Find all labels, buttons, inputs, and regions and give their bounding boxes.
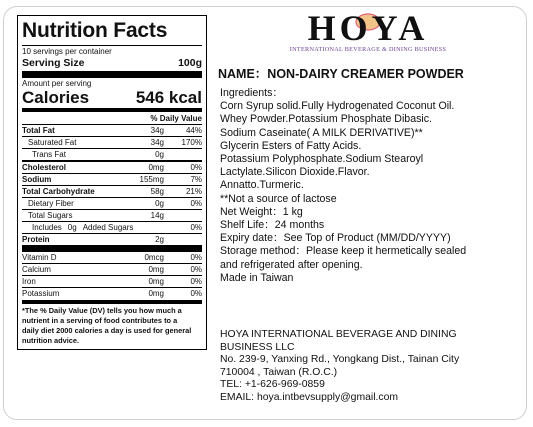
amount-per-serving: Amount per serving	[22, 79, 92, 88]
lactose-note: **Not a source of lactose	[220, 192, 337, 205]
daily-value-header: % Daily Value	[150, 114, 202, 123]
origin: Made in Taiwan	[220, 271, 294, 284]
nutrient-row-potassium: Potassium 0mg 0%	[22, 289, 202, 298]
nutrient-row-dietary-fiber: Dietary Fiber 0g 0%	[22, 197, 202, 209]
expiry-date: Expiry date：See Top of Product (MM/DD/YYYY)	[220, 232, 451, 245]
ingredients-line: Potassium Polyphosphate.Sodium Stearoyl	[220, 153, 424, 166]
nutrient-row-iron: Iron 0mg 0%	[22, 277, 202, 286]
product-details	[220, 87, 520, 285]
calories-value: 546 kcal	[135, 88, 202, 107]
logo-subtitle: INTERNATIONAL BEVERAGE & DINING BUSINESS	[289, 46, 447, 53]
nutrition-title: Nutrition Facts	[22, 19, 168, 42]
nutrient-row-total-sugars: Total Sugars 14g	[22, 209, 202, 221]
serving-size-value: 100g	[178, 57, 202, 69]
ingredients-line: Whey Powder.Potassium Phosphate Dibasic.	[220, 113, 432, 126]
nutrient-row-sodium: Sodium 155mg 7%	[22, 175, 202, 184]
ingredients-line: Sodium Caseinate( A MILK DERIVATIVE)**	[220, 126, 423, 139]
ingredients-line: Corn Syrup solid.Fully Hydrogenated Coconut Oil.	[220, 100, 455, 113]
serving-size-label: Serving Size	[22, 57, 85, 69]
shelf-life: Shelf Life：24 months	[220, 219, 325, 232]
nutrition-facts-panel	[17, 15, 207, 350]
product-name: NAME：NON-DAIRY CREAMER POWDER	[218, 67, 464, 81]
company-name-cont: BUSINESS LLC	[220, 341, 295, 353]
nutrient-row-added-sugars: Includes 0g Added Sugars 0%	[22, 221, 202, 233]
nutrient-row-calcium: Calcium 0mg 0%	[22, 265, 202, 274]
logo-wordmark: HOYA	[307, 8, 429, 48]
daily-value-footnote: *The % Daily Value (DV) tells you how much a nutrient in a serving of food contributes to a daily diet 2000 calories a day is used for general nutrition advice.	[22, 306, 192, 345]
nutrient-row-protein: Protein 2g	[22, 233, 202, 245]
nutrient-row-cholesterol: Cholesterol 0mg 0%	[22, 160, 202, 173]
company-info	[220, 329, 520, 405]
company-email: EMAIL: hoya.intbevsupply@gmail.com	[220, 391, 399, 403]
calories-row	[22, 89, 202, 107]
company-phone: TEL: +1-626-969-0859	[220, 379, 325, 391]
nutrient-row-total-fat: Total Fat 34g 44%	[22, 126, 202, 135]
nutrient-row-saturated-fat: Saturated Fat 34g 170%	[22, 136, 202, 148]
serving-size-row	[22, 57, 202, 70]
net-weight: Net Weight：1 kg	[220, 205, 303, 218]
storage-method: Storage method：Please keep it hermetically sealed	[220, 245, 467, 258]
company-name: HOYA INTERNATIONAL BEVERAGE AND DINING	[220, 329, 457, 340]
brand-logo	[268, 8, 468, 58]
nutrient-row-trans-fat: Trans Fat 0g	[22, 148, 202, 160]
storage-method-cont: and refrigerated after opening.	[220, 258, 363, 271]
ingredients-line: Glycerin Esters of Fatty Acids.	[220, 139, 362, 152]
nutrient-row-total-carbohydrate: Total Carbohydrate 58g 21%	[22, 187, 202, 196]
ingredients-heading: Ingredients：	[220, 87, 284, 99]
nutrient-row-vitamin-d: Vitamin D 0mcg 0%	[22, 253, 202, 262]
ingredients-line: Lactylate.Silicon Dioxide.Flavor.	[220, 166, 370, 179]
servings-per-container: 10 servings per container	[22, 47, 112, 56]
company-address-cont: 710004 , Taiwan (R.O.C.)	[220, 366, 338, 378]
ingredients-line: Annatto.Turmeric.	[220, 179, 304, 192]
calories-label: Calories	[22, 88, 90, 107]
company-address: No. 239-9, Yanxing Rd., Yongkang Dist., Tainan City	[220, 354, 460, 366]
